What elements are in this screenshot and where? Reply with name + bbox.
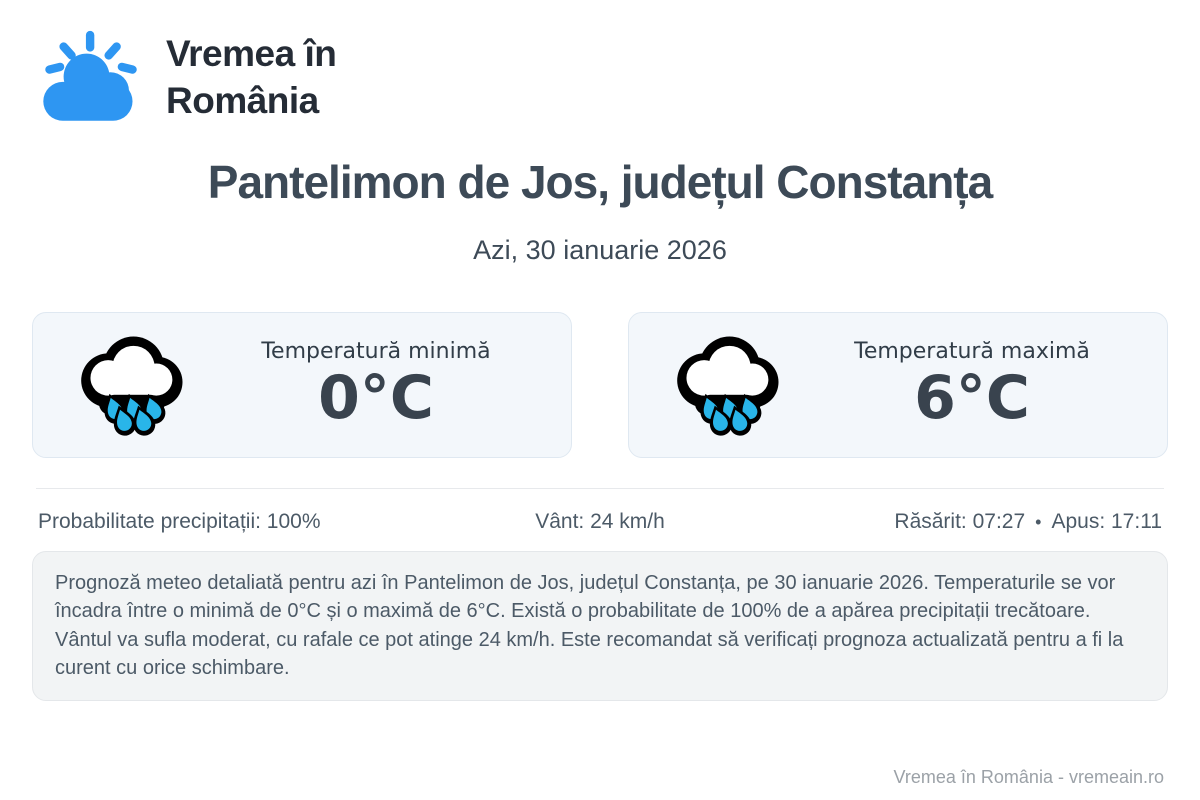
footer-credit: Vremea în România - vremeain.ro [893,767,1164,787]
wind-stat: Vânt: 24 km/h [535,510,665,533]
max-temperature-card [628,312,1168,458]
logo-line-2: România [166,80,319,121]
min-temperature-value: 0°C [318,363,434,433]
temperature-cards [32,312,1168,458]
rain-cloud-icon [671,334,783,437]
page-title: Pantelimon de Jos, județul Constanța [207,156,993,208]
sunrise-stat: Răsărit: 07:27 [894,510,1026,533]
sun-times-stat [765,510,1162,534]
logo-text [166,30,336,124]
sun-cloud-logo-icon [38,28,144,127]
min-temperature-card [32,312,572,458]
max-temperature-label: Temperatură maximă [854,339,1090,364]
precipitation-stat: Probabilitate precipitații: 100% [38,510,321,533]
sunset-stat: Apus: 17:11 [1051,510,1162,533]
stats-row [32,489,1168,534]
min-temperature-label: Temperatură minimă [261,339,491,364]
logo-line-1: Vremea în [166,33,337,74]
forecast-description: Prognoză meteo detaliată pentru azi în Pantelimon de Jos, județul Constanța, pe 30 ianuarie 2026. Temperaturile se vor încadra între o minimă de 0°C și o maximă de 6°C. Există o probabilitate de 100% de a apărea precipitații trecătoare. Vântul va sufla moderat, cu rafale ce pot atinge 24 km/h. Este recomandat să verificați prognoza actualizată pentru a fi la curent cu orice schimbare. [32,551,1168,701]
rain-cloud-icon [75,334,187,437]
bullet-separator: • [1035,512,1042,532]
site-logo[interactable] [38,26,1168,128]
max-temperature-value: 6°C [914,363,1030,433]
page-subtitle: Azi, 30 ianuarie 2026 [473,235,727,265]
